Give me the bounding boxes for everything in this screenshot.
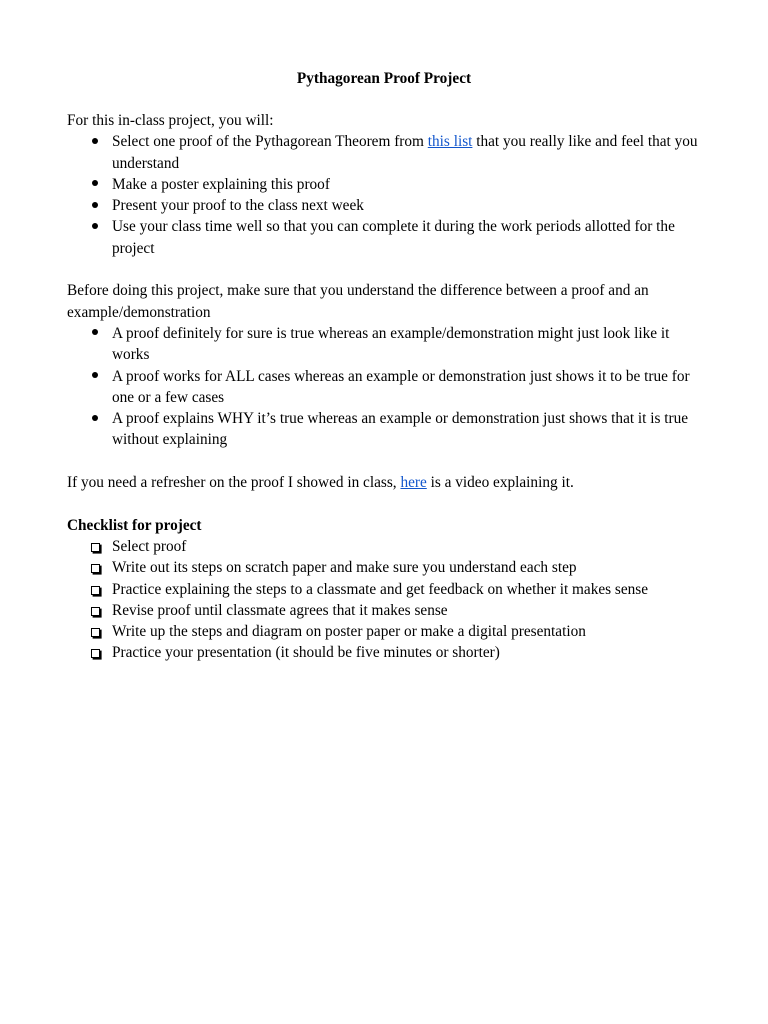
refresher-after: is a video explaining it.	[426, 474, 574, 492]
checklist-item-text: Revise proof until classmate agrees that it makes sense	[112, 601, 448, 619]
bullet-dot-icon	[87, 408, 103, 429]
bullet-dot-icon	[87, 323, 103, 344]
refresher-text	[67, 472, 707, 493]
checkbox-icon	[87, 557, 103, 578]
task-text: Use your class time well so that you can complete it during the work periods allotted for the project	[112, 218, 675, 257]
checkbox-icon	[87, 600, 103, 621]
task-list	[67, 131, 707, 259]
bullet-dot-icon	[87, 366, 103, 387]
checklist	[67, 536, 707, 664]
page-title: Pythagorean Proof Project	[296, 70, 472, 87]
list-item-task-2	[67, 174, 707, 195]
checklist-item-text: Select proof	[112, 537, 187, 555]
list-item-difference-1	[67, 323, 707, 366]
difference-text: A proof works for ALL cases whereas an example or demonstration just shows it to be true for one or a few cases	[112, 367, 690, 406]
checklist-heading: Checklist for project	[67, 516, 202, 534]
bullet-dot-icon	[87, 216, 103, 237]
checkbox-icon	[87, 642, 103, 663]
list-item-difference-3	[67, 408, 707, 451]
document-body	[67, 110, 707, 664]
checklist-item-text: Write up the steps and diagram on poster paper or make a digital presentation	[112, 623, 586, 641]
checklist-item	[67, 536, 707, 557]
bullet-dot-icon	[87, 174, 103, 195]
checklist-item-text: Practice your presentation (it should be five minutes or shorter)	[112, 644, 500, 662]
list-item-task-1	[67, 131, 707, 174]
here-video-link[interactable]: here	[400, 474, 427, 492]
intro-text: For this in-class project, you will:	[67, 112, 274, 129]
checklist-item-text: Practice explaining the steps to a classmate and get feedback on whether it makes sense	[112, 580, 649, 598]
task-text: Present your proof to the class next week	[112, 197, 364, 215]
difference-list	[67, 323, 707, 451]
bullet-dot-icon	[87, 195, 103, 216]
checkbox-icon	[87, 621, 103, 642]
list-item-task-3	[67, 195, 707, 216]
checklist-item-text: Write out its steps on scratch paper and make sure you understand each step	[112, 559, 577, 577]
task-text: Make a poster explaining this proof	[112, 175, 330, 193]
task-text: Select one proof of the Pythagorean Theorem from	[112, 133, 428, 151]
checkbox-icon	[87, 536, 103, 557]
difference-intro-text: Before doing this project, make sure that you understand the difference between a proof and an example/demonstration	[67, 282, 649, 321]
checklist-item	[67, 642, 707, 663]
difference-text: A proof definitely for sure is true whereas an example/demonstration might just look like it works	[112, 324, 670, 364]
spacer	[67, 493, 707, 514]
this-list-link[interactable]: this list	[427, 133, 473, 151]
bullet-dot-icon	[87, 131, 103, 152]
list-item-difference-2	[67, 366, 707, 409]
checklist-item	[67, 557, 707, 578]
checkbox-icon	[87, 579, 103, 600]
spacer	[67, 451, 707, 472]
checklist-item	[67, 621, 707, 642]
checklist-item	[67, 600, 707, 621]
task-text: that you really like and feel that you understand	[112, 133, 698, 172]
refresher-before: If you need a refresher on the proof I showed in class,	[67, 474, 401, 492]
spacer	[67, 259, 707, 280]
difference-text: A proof explains WHY it’s true whereas an example or demonstration just shows that it is true without explaining	[112, 410, 689, 449]
checklist-item	[67, 579, 707, 600]
list-item-task-4	[67, 216, 707, 259]
